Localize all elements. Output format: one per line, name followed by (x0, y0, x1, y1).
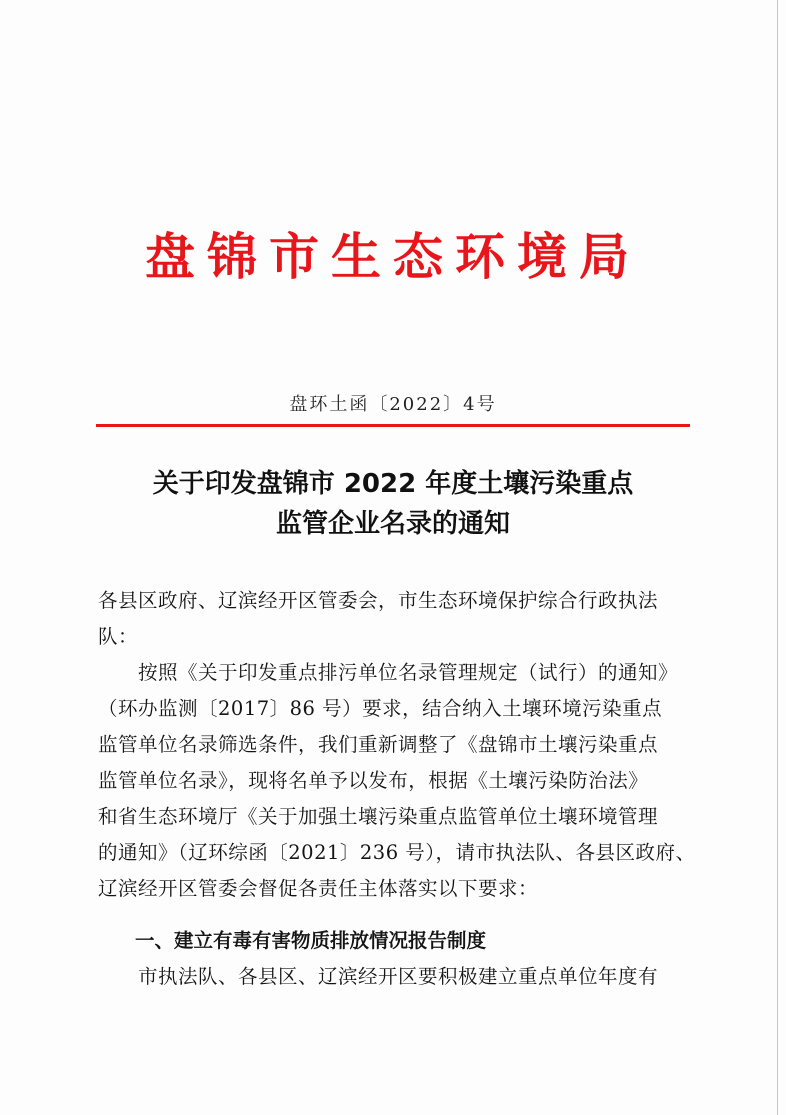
document-title-line-1: 关于印发盘锦市 2022 年度土壤污染重点 (152, 469, 634, 499)
body-line-10: 市执法队、各县区、辽滨经开区要积极建立重点单位年度有 (98, 965, 659, 988)
document-title-line-2: 监管企业名录的通知 (275, 509, 510, 539)
body-line-3: 按照《关于印发重点排污单位名录管理规定（试行）的通知》 (98, 661, 679, 684)
body-line-5: 监管单位名录筛选条件，我们重新调整了《盘锦市土壤污染重点 (98, 733, 659, 756)
issuer-heading: 盘锦市生态环境局 (145, 228, 641, 286)
body-line-8: 的通知》（辽环综函〔2021〕236 号），请市执法队、各县区政府、 (98, 841, 696, 864)
page-edge (777, 0, 778, 1115)
document-number: 盘环土函〔2022〕4号 (289, 394, 497, 415)
section-heading-1: 一、建立有毒有害物质排放情况报告制度 (135, 929, 487, 952)
body-line-9: 辽滨经开区管委会督促各责任主体落实以下要求： (98, 877, 539, 900)
body-line-4: （环办监测〔2017〕86 号）要求，结合纳入土壤环境污染重点 (98, 697, 663, 720)
body-line-7: 和省生态环境厅《关于加强土壤污染重点监管单位土壤环境管理 (98, 805, 659, 828)
body-line-2: 队： (98, 625, 139, 648)
body-line-1: 各县区政府、辽滨经开区管委会，市生态环境保护综合行政执法 (98, 589, 659, 612)
body-line-6: 监管单位名录》，现将名单予以发布，根据《土壤污染防治法》 (98, 769, 649, 792)
red-divider-line (96, 424, 690, 427)
